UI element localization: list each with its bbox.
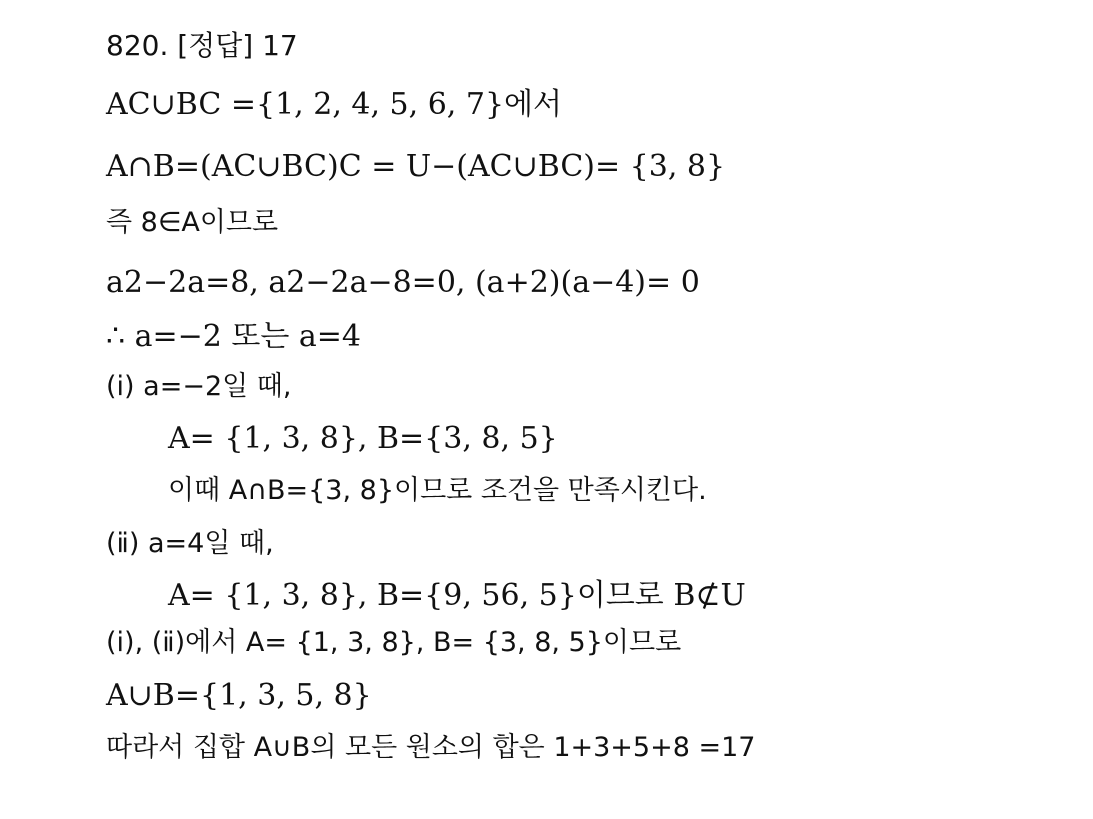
solution-line-2: A∩B=(AC∪BC)C = U−(AC∪BC)= {3, 8} [106, 149, 726, 184]
case-2-sets: A= {1, 3, 8}, B={9, 56, 5}이므로 B⊄U [168, 578, 746, 613]
union-result: A∪B={1, 3, 5, 8} [106, 678, 372, 713]
solution-line-3: 즉 8∈A이므로 [106, 207, 279, 238]
case-2-heading: (ⅱ) a=4일 때, [106, 528, 274, 559]
case-1-heading: (ⅰ) a=−2일 때, [106, 371, 292, 402]
solution-line-5: ∴ a=−2 또는 a=4 [106, 319, 362, 354]
solution-line-4: a2−2a=8, a2−2a−8=0, (a+2)(a−4)= 0 [106, 265, 700, 300]
final-answer-line: 따라서 집합 A∪B의 모든 원소의 합은 1+3+5+8 =17 [106, 732, 756, 763]
case-1-sets: A= {1, 3, 8}, B={3, 8, 5} [168, 421, 558, 456]
answer-header: 820. [정답] 17 [106, 29, 298, 62]
solution-line-1: AC∪BC ={1, 2, 4, 5, 6, 7}에서 [106, 87, 563, 122]
case-conclusion: (ⅰ), (ⅱ)에서 A= {1, 3, 8}, B= {3, 8, 5}이므로 [106, 627, 682, 658]
case-1-check: 이때 A∩B={3, 8}이므로 조건을 만족시킨다. [168, 475, 707, 506]
